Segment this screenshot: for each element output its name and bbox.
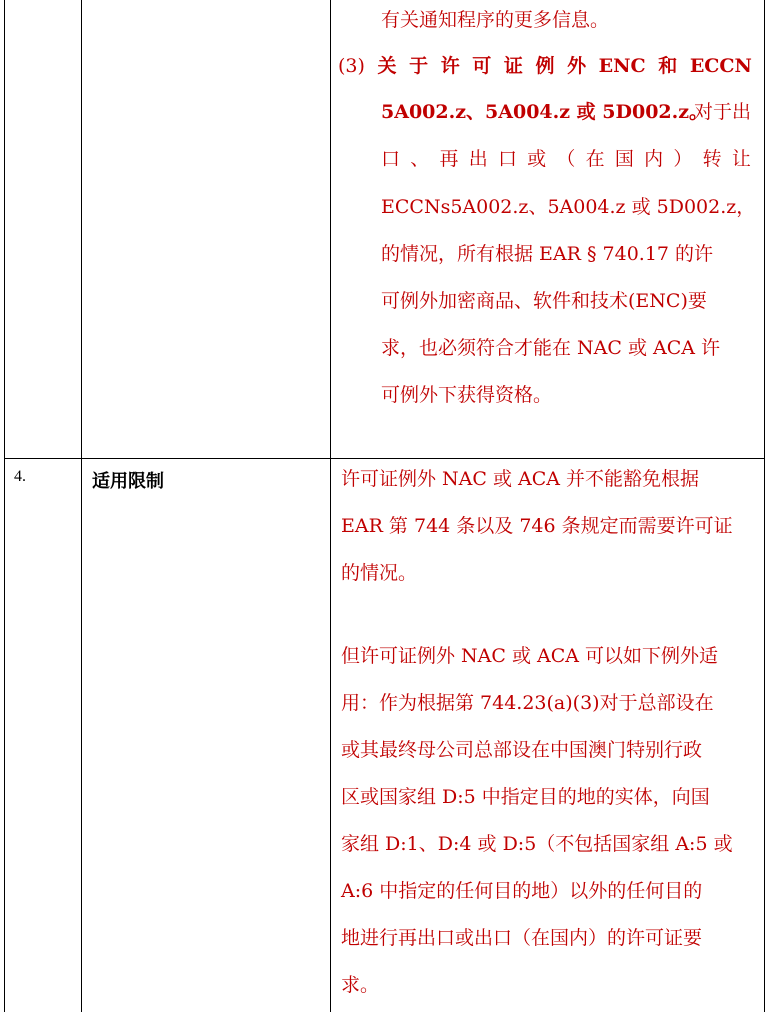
text-line: 的情况。 xyxy=(341,562,418,584)
text-line: EAR 第 744 条以及 746 条规定而需要许可证 xyxy=(341,515,733,537)
heading-prefix: (3) xyxy=(338,55,365,77)
text-line: 但许可证例外 NAC 或 ACA 可以如下例外适 xyxy=(341,645,719,667)
text-line: 有关通知程序的更多信息。 xyxy=(381,9,610,31)
text-line: 可例外下获得资格。 xyxy=(381,384,553,406)
row-divider xyxy=(4,458,765,459)
column-divider-1 xyxy=(81,0,82,1012)
text-line: 5A002.z、5A004.z 或 5D002.z。 对于出 xyxy=(381,101,751,123)
text-line: 口 、 再 出 口 或 （ 在 国 内 ） 转 让 xyxy=(381,148,751,170)
text-line: 许可证例外 NAC 或 ACA 并不能豁免根据 xyxy=(341,468,700,490)
heading-line2: 5A002.z、5A004.z 或 5D002.z。 xyxy=(381,101,709,123)
text-line: 区或国家组 D:5 中指定目的地的实体，向国 xyxy=(341,786,710,808)
text-line: 求，也必须符合才能在 NAC 或 ACA 许 xyxy=(381,337,721,359)
text-line: 求。 xyxy=(341,974,380,996)
section-heading-line1: (3) 关 于 许 可 证 例 外 ENC 和 ECCN xyxy=(338,55,752,77)
text-line: 家组 D:1、D:4 或 D:5（不包括国家组 A:5 或 xyxy=(341,833,733,855)
row-number: 4. xyxy=(14,468,26,485)
table-border-left xyxy=(4,0,5,1012)
text-line: 或其最终母公司总部设在中国澳门特别行政 xyxy=(341,739,703,761)
table-border-right xyxy=(764,0,765,1012)
text-line: 可例外加密商品、软件和技术(ENC)要 xyxy=(381,290,707,312)
column-divider-2 xyxy=(330,0,331,1012)
text-line: ECCNs5A002.z、5A004.z 或 5D002.z， xyxy=(381,196,756,218)
text-line: 地进行再出口或出口（在国内）的许可证要 xyxy=(341,927,703,949)
row-title: 适用限制 xyxy=(92,471,164,492)
text-line: 的情况，所有根据 EAR § 740.17 的许 xyxy=(381,243,714,265)
text-line: A:6 中指定的任何目的地）以外的任何目的 xyxy=(341,880,703,902)
text-line: 用：作为根据第 744.23(a)(3)对于总部设在 xyxy=(341,692,714,714)
